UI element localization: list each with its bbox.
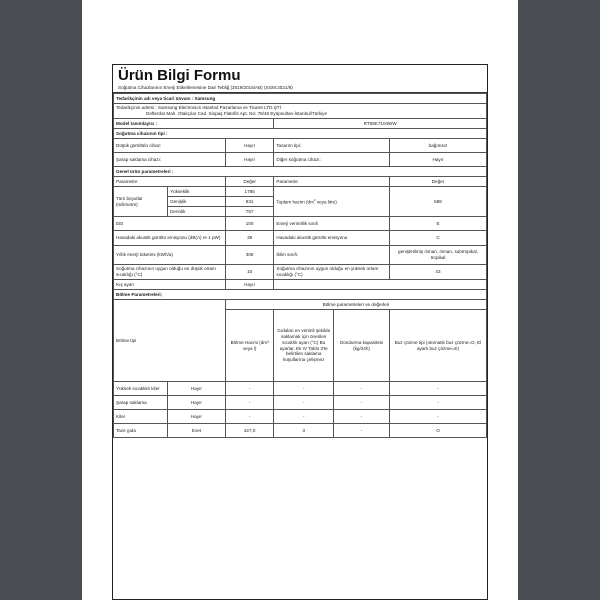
model-value: RT58K7104WW <box>274 119 487 129</box>
compartment-temp: 3 <box>274 424 334 438</box>
compartment-defrost: - <box>389 382 486 396</box>
compartment-defrost: - <box>389 396 486 410</box>
compartment-volume: - <box>225 410 273 424</box>
design-type-value: bağımsız <box>389 139 486 153</box>
compartment-present: Evet <box>168 424 226 438</box>
winter-setting-value: Hayır <box>225 280 273 290</box>
height-value: 1785 <box>225 187 273 197</box>
noise-emission-label: Havadaki akustik gürültü emisyonu (dB(A) re 1 pW) <box>114 231 226 246</box>
min-temp-value: 10 <box>225 265 273 280</box>
device-type-section: Soğutma cihazının tipi : <box>114 129 487 139</box>
supplier-address-label: Tedarikçinin adresi : <box>116 105 157 111</box>
noise-emission-value: 39 <box>225 231 273 246</box>
compartment-freeze: - <box>334 382 390 396</box>
param-header-1: Parametre <box>114 177 226 187</box>
wine-storage-value: Hayır <box>225 153 273 167</box>
width-value: 831 <box>225 197 273 207</box>
compartment-temp: - <box>274 382 334 396</box>
eei-value: 100 <box>225 217 273 231</box>
model-label: Model tanımlayıcı : <box>114 119 274 129</box>
col-freeze-header: Dondurma kapasitesi (kg/24h) <box>334 310 390 382</box>
compartment-section: Bölme Parametreleri; <box>114 290 487 300</box>
col-defrost-header: Buz çözme tipi (otomatik buz çözme=O, El ayarlı buz çözme=E) <box>389 310 486 382</box>
col-volume-header: Bölme Hacmi (dm³ veya l) <box>225 310 273 382</box>
eei-label: EEI <box>114 217 226 231</box>
other-device-label: Diğer soğutma cihazı: <box>274 153 390 167</box>
info-table <box>113 93 487 438</box>
noise-class-label: Havadaki akustik gürültü emisyonu <box>274 231 390 246</box>
viewer-background-left <box>0 0 82 600</box>
depth-label: Derinlik <box>168 207 226 217</box>
design-type-label: Tasarım tipi: <box>274 139 390 153</box>
energy-class-label: Enerji verimlilik sınıfı <box>274 217 390 231</box>
total-volume-label: Toplam hacim ($dm^3$ veya litre) <box>274 187 390 217</box>
supplier-address <box>114 104 487 119</box>
value-header-2: Değer <box>389 177 486 187</box>
value-header-1: Değer <box>225 177 273 187</box>
table-row <box>114 382 487 396</box>
viewer-background-right <box>518 0 600 600</box>
total-volume-value: 588 <box>389 187 486 217</box>
depth-value: 757 <box>225 207 273 217</box>
dimensions-label: Tüm boyutlar (milimetre) <box>114 187 168 217</box>
annual-energy-value: 306 <box>225 246 273 265</box>
supplier-address-line2: Defterdar Mah. Otakçılar Cad. Sinpaş Flatofis Apt. No: 78/46 Eyüpsultan-İstanbul/Türkiye <box>146 111 328 116</box>
compartment-temp: - <box>274 396 334 410</box>
compartment-freeze: - <box>334 424 390 438</box>
compartment-freeze: - <box>334 396 390 410</box>
compartment-type-header: Bölme tipi <box>114 300 226 382</box>
height-label: Yükseklik <box>168 187 226 197</box>
compartment-freeze: - <box>334 410 390 424</box>
winter-setting-label: Kış ayarı <box>114 280 226 290</box>
compartment-volume: - <box>225 396 273 410</box>
climate-class-value: genişletilmiş ılıman, ılıman, subtropikal, tropikal <box>389 246 486 265</box>
max-temp-label: Soğutma cihazının uygun olduğu en yüksek ortam sıcaklığı (°C) <box>274 265 390 280</box>
low-noise-value: Hayır <box>225 139 273 153</box>
compartment-params-header: Bölme parametreleri ve değerleri <box>225 300 486 310</box>
compartment-present: Hayır <box>168 396 226 410</box>
col-temp-header: Gıdaları en verimli şekilde saklamak için önerilen sıcaklık ayarı (°C) Bu ayarlar, Ek IV Tablo 3'te belirtilen saklama koşullarına çelişmez <box>274 310 334 382</box>
supplier-name: Tedarikçinin adı veya ticari ünvanı : Samsung <box>114 94 487 104</box>
form-header <box>113 65 487 93</box>
compartment-defrost: - <box>389 410 486 424</box>
document-page <box>112 64 488 600</box>
form-subtitle: Soğutma Cihazlarının Enerji Etiketlemesine Dair Tebliğ (2019/2016/AB) (SGM:2021/8) <box>118 85 293 90</box>
noise-class-value: C <box>389 231 486 246</box>
general-params-section: Genel ürün parametreleri : <box>114 167 487 177</box>
energy-class-value: E <box>389 217 486 231</box>
low-noise-label: Düşük gürültülü cihaz: <box>114 139 226 153</box>
compartment-temp: - <box>274 410 334 424</box>
compartment-name: Şarap saklama <box>114 396 168 410</box>
max-temp-value: 43 <box>389 265 486 280</box>
compartment-present: Hayır <box>168 382 226 396</box>
form-title: Ürün Bilgi Formu <box>118 67 241 84</box>
min-temp-label: Soğutma cihazının uygun olduğu en düşük ortam sıcaklığı (°C) <box>114 265 226 280</box>
compartment-present: Hayır <box>168 410 226 424</box>
supplier-address-line1: Samsung Electronics Istanbul Pazarlama ve Ticaret LTD.ŞTİ <box>157 105 281 111</box>
annual-energy-label: Yıllık enerji tüketimi (kWh/a) <box>114 246 226 265</box>
table-row <box>114 410 487 424</box>
table-row <box>114 424 487 438</box>
compartment-name: Kiler <box>114 410 168 424</box>
table-row <box>114 396 487 410</box>
param-header-2: Parametre <box>274 177 390 187</box>
compartment-name: Yüksek sıcaklıklı kiler <box>114 382 168 396</box>
compartment-name: Taze gıda <box>114 424 168 438</box>
compartment-defrost: O <box>389 424 486 438</box>
wine-storage-label: Şarap saklama cihazı: <box>114 153 226 167</box>
compartment-volume: 427,0 <box>225 424 273 438</box>
climate-class-label: İklim sınıfı: <box>274 246 390 265</box>
compartment-volume: - <box>225 382 273 396</box>
width-label: Genişlik <box>168 197 226 207</box>
other-device-value: Hayır <box>389 153 486 167</box>
